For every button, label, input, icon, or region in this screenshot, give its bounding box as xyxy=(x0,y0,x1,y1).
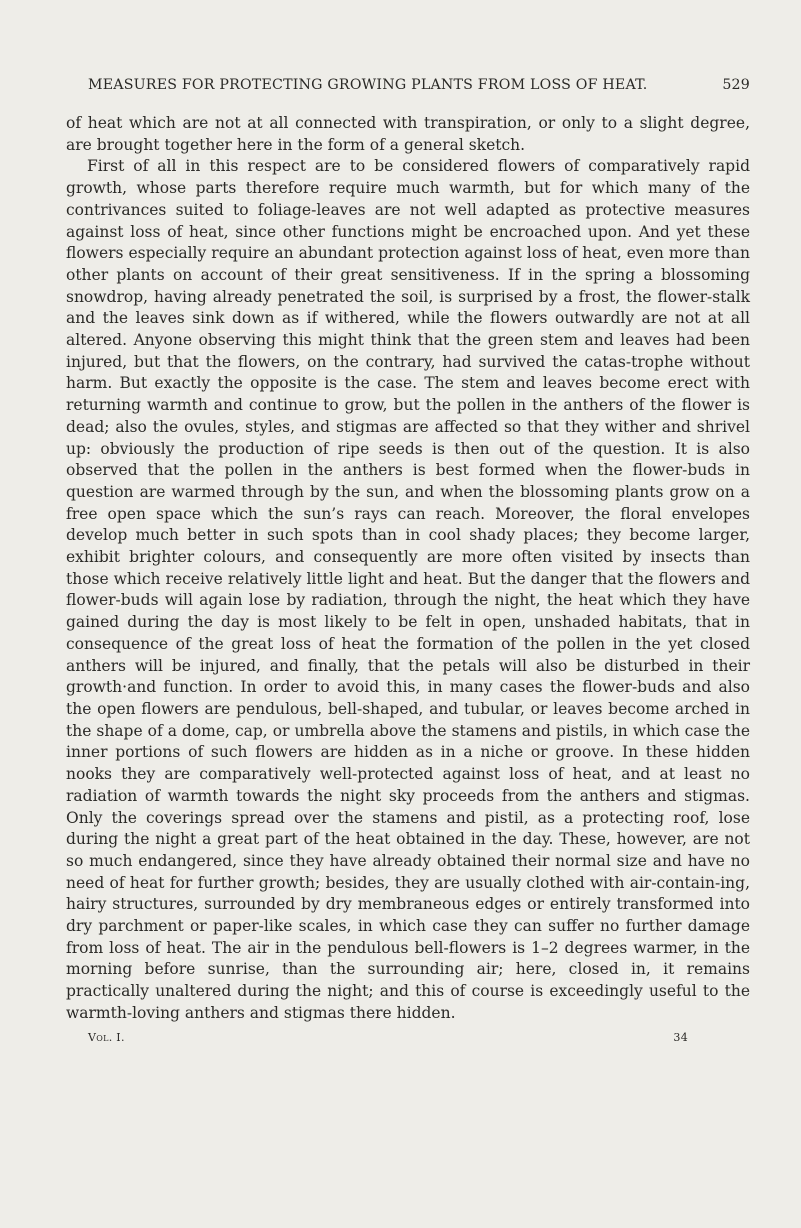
page-number: 529 xyxy=(722,77,750,93)
paragraph-continuation: of heat which are not at all connected with transpiration, or only to a slight degree, are brought together here in the form of a general sketch. xyxy=(66,114,750,154)
page-header xyxy=(88,77,750,99)
body-text xyxy=(66,113,750,1025)
running-head: MEASURES FOR PROTECTING GROWING PLANTS FROM LOSS OF HEAT. xyxy=(88,77,648,93)
signature-mark: 34 xyxy=(673,1031,688,1044)
page-footer xyxy=(88,1031,688,1049)
volume-mark: Vol. I. xyxy=(88,1031,125,1044)
paragraph-main: First of all in this respect are to be considered flowers of comparatively rapid growth, whose parts therefore require much warmth, but for which many of the contrivances suited to foliage-leaves are not well adapted as protective measures against loss of heat, since other functions might be encroached upon. And yet these flowers especially require an abundant protection against loss of heat, even more than other plants on account of their great sensitiveness. If in the spring a blossoming snowdrop, having already penetrated the soil, is surprised by a frost, the flower-stalk and the leaves sink down as if withered, while the flowers outwardly are not at all altered. Anyone observing this might think that the green stem and leaves had been injured, but that the flowers, on the contrary, had survived the catas-trophe without harm. But exactly the opposite is the case. The stem and leaves become erect with returning warmth and continue to grow, but the pollen in the anthers of the flower is dead; also the ovules, styles, and stigmas are affected so that they wither and shrivel up: obviously the production of ripe seeds is then out of the question. It is also observed that the pollen in the anthers is best formed when the flower-buds in question are warmed through by the sun, and when the blossoming plants grow on a free open space which the sun’s rays can reach. Moreover, the floral envelopes develop much better in such spots than in cool shady places; they become larger, exhibit brighter colours, and consequently are more often visited by insects than those which receive relatively little light and heat. But the danger that the flowers and flower-buds will again lose by radiation, through the night, the heat which they have gained during the day is most likely to be felt in open, unshaded habitats, that in consequence of the great loss of heat the formation of the pollen in the yet closed anthers will be injured, and finally, that the petals will also be disturbed in their growth·and function. In order to avoid this, in many cases the flower-buds and also the open flowers are pendulous, bell-shaped, and tubular, or leaves become arched in the shape of a dome, cap, or umbrella above the stamens and pistils, in which case the inner portions of such flowers are hidden as in a niche or groove. In these hidden nooks they are comparatively well-protected against loss of heat, and at least no radiation of warmth towards the night sky proceeds from the anthers and stigmas. Only the coverings spread over the stamens and pistil, as a protecting roof, lose during the night a great part of the heat obtained in the day. These, however, are not so much endangered, since they have already obtained their normal size and have no need of heat for further growth; besides, they are usually clothed with air-contain-ing, hairy structures, surrounded by dry membraneous edges or entirely transformed into dry parchment or paper-like scales, in which case they can suffer no further damage from loss of heat. The air in the pendulous bell-flowers is 1–2 degrees warmer, in the morning before sunrise, than the surrounding air; here, closed in, it remains practically unaltered during the night; and this of course is exceedingly useful to the warmth-loving anthers and stigmas there hidden. xyxy=(66,157,750,1022)
